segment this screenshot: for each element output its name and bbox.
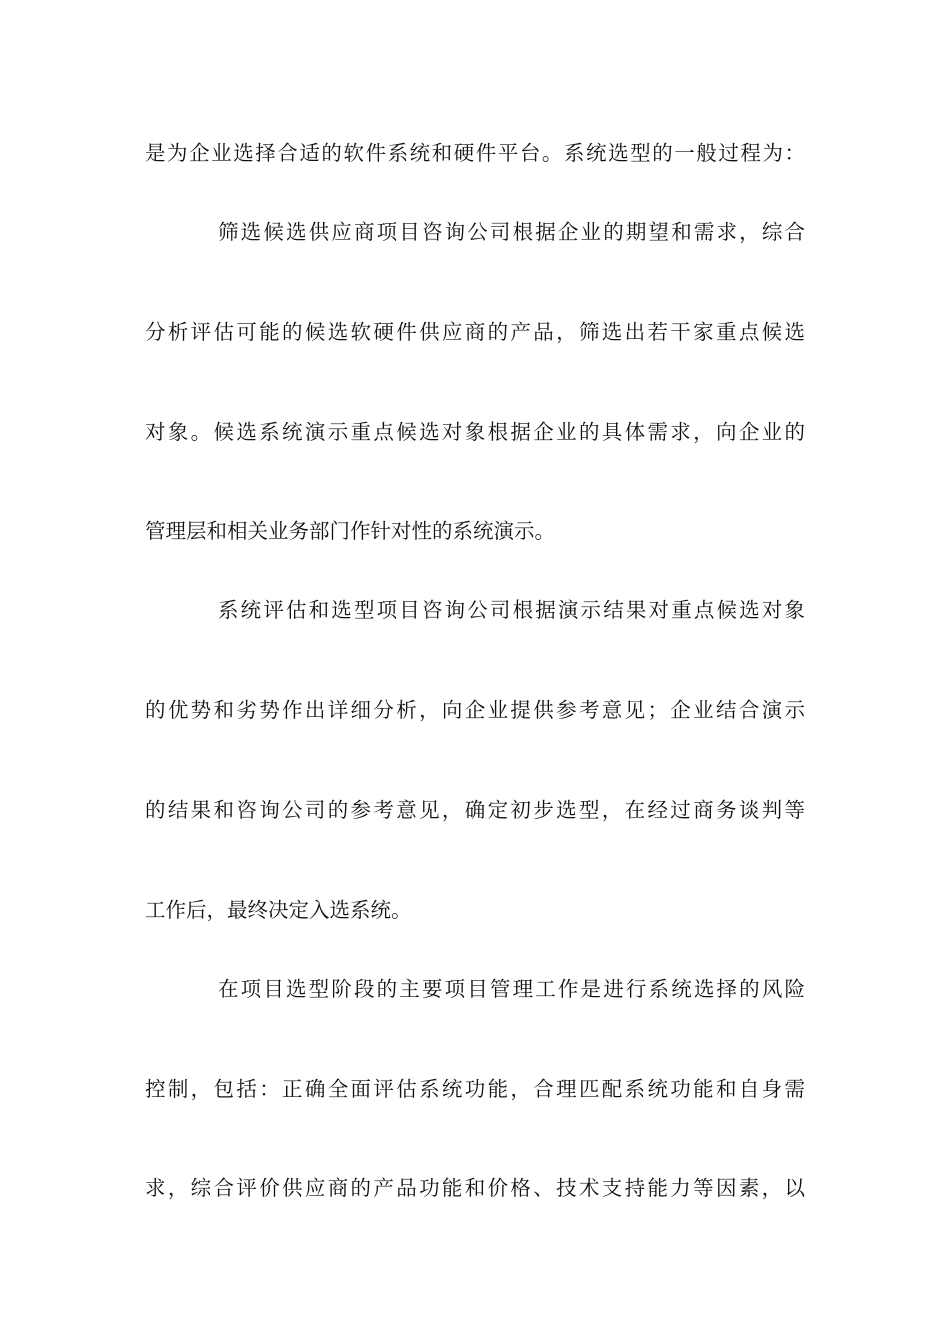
text-line: 分析评估可能的候选软硬件供应商的产品，筛选出若干家重点候选 bbox=[145, 320, 805, 344]
text-line: 的结果和咨询公司的参考意见，确定初步选型，在经过商务谈判等 bbox=[145, 798, 805, 822]
text-line: 求，综合评价供应商的产品功能和价格、技术支持能力等因素，以 bbox=[145, 1176, 805, 1200]
text-line: 对象。候选系统演示重点候选对象根据企业的具体需求，向企业的 bbox=[145, 420, 805, 444]
text-line: 控制，包括：正确全面评估系统功能，合理匹配系统功能和自身需 bbox=[145, 1077, 805, 1101]
text-line: 是为企业选择合适的软件系统和硬件平台。系统选型的一般过程为： bbox=[145, 141, 805, 165]
paragraph-start-line: 系统评估和选型项目咨询公司根据演示结果对重点候选对象 bbox=[218, 598, 805, 622]
text-line: 工作后，最终决定入选系统。 bbox=[145, 898, 412, 922]
text-line: 的优势和劣势作出详细分析，向企业提供参考意见；企业结合演示 bbox=[145, 698, 805, 722]
text-line: 管理层和相关业务部门作针对性的系统演示。 bbox=[145, 519, 555, 543]
paragraph-start-line: 在项目选型阶段的主要项目管理工作是进行系统选择的风险 bbox=[218, 977, 805, 1001]
paragraph-start-line: 筛选候选供应商项目咨询公司根据企业的期望和需求，综合 bbox=[218, 220, 805, 244]
